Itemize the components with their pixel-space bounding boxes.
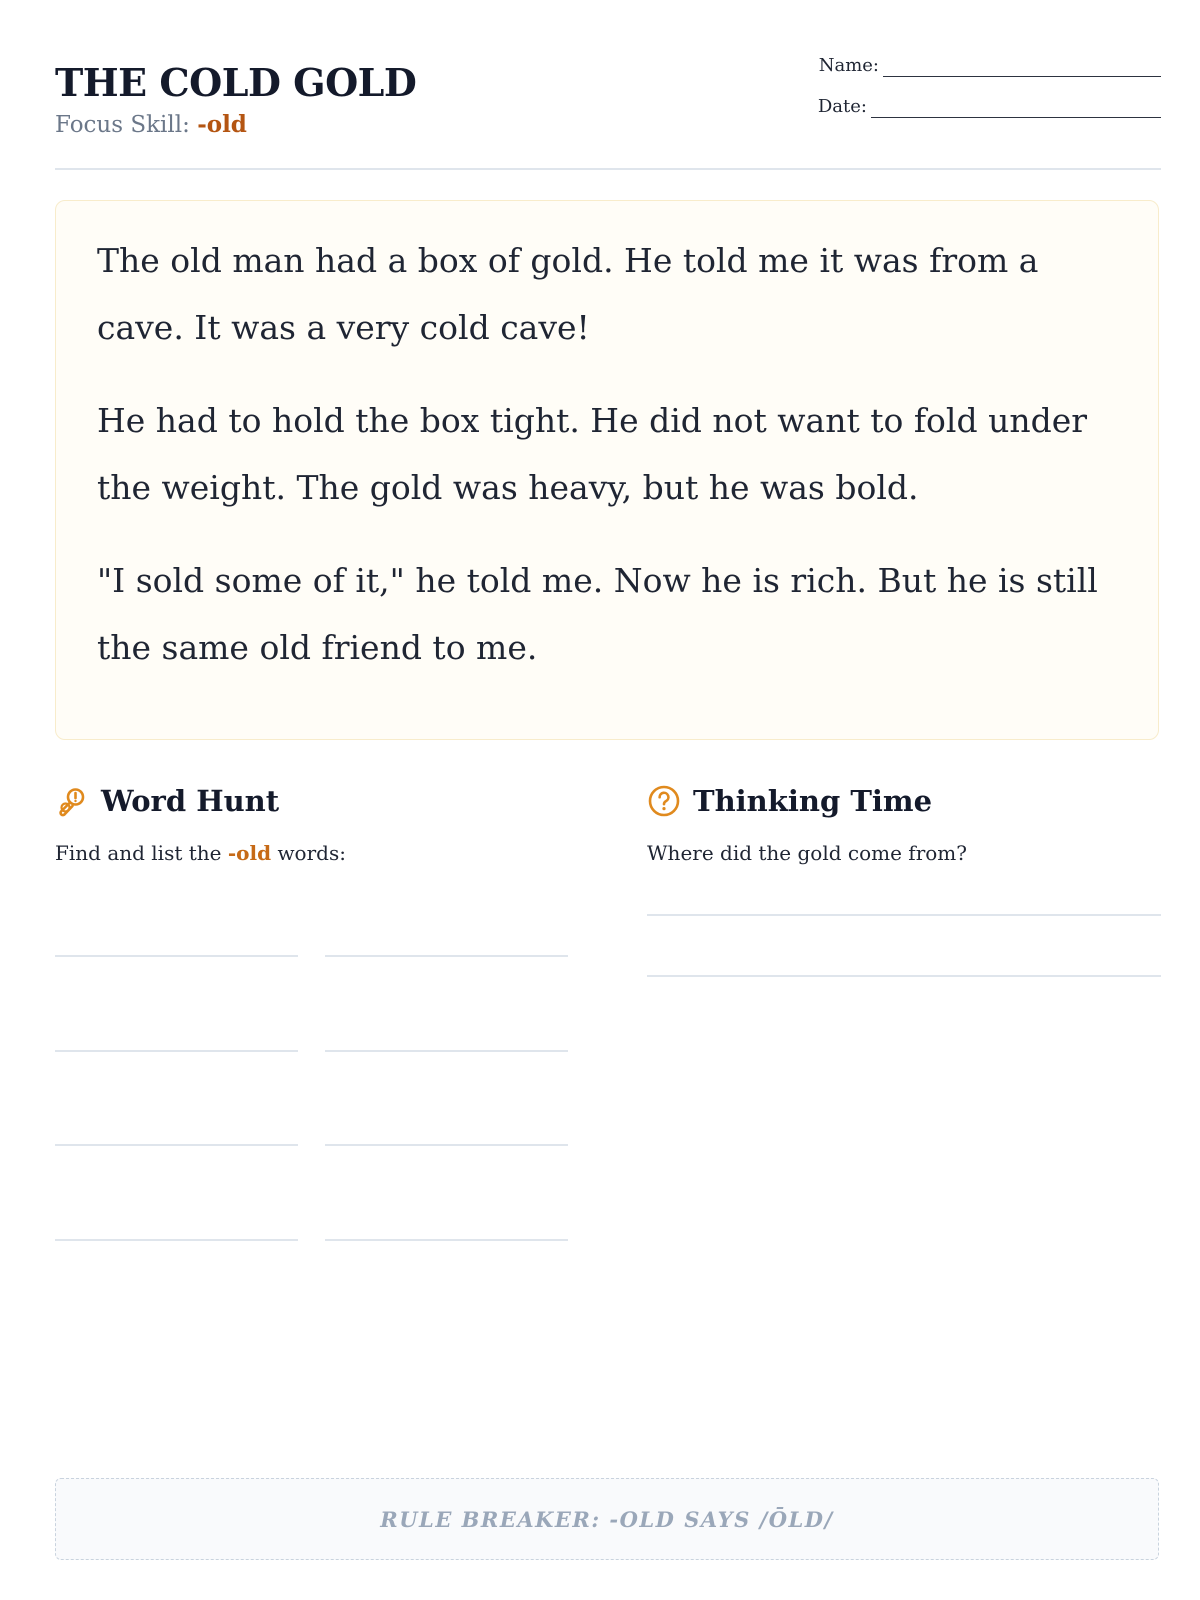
word-answer-line[interactable] xyxy=(325,1239,568,1241)
name-field[interactable] xyxy=(819,55,1161,77)
prompt-highlight: -old xyxy=(227,841,272,865)
reading-passage xyxy=(55,200,1159,740)
passage-paragraph: "I sold some of it," he told me. Now he is rich. But he is still the same old friend to me. xyxy=(97,561,1098,667)
rule-breaker-text: RULE BREAKER: -OLD SAYS /ŌLD/ xyxy=(380,1506,834,1532)
date-field[interactable] xyxy=(818,96,1161,118)
prompt-text-end: words: xyxy=(277,841,346,865)
prompt-text: Find and list the xyxy=(55,841,222,865)
word-answer-line[interactable] xyxy=(55,955,298,957)
word-answer-line[interactable] xyxy=(55,1239,298,1241)
thinking-time-header xyxy=(647,783,932,819)
thinking-answer-line[interactable] xyxy=(647,975,1161,977)
name-label: Name: xyxy=(818,55,879,76)
thinking-question: Where did the gold come from? xyxy=(647,841,967,865)
word-answer-line[interactable] xyxy=(55,1144,298,1146)
passage-paragraph: He had to hold the box tight. He did not want to fold under the weight. The gold was heavy, but he was bold. xyxy=(97,401,1087,507)
date-line[interactable] xyxy=(871,101,1161,118)
word-answer-line[interactable] xyxy=(55,1050,298,1052)
worksheet-page xyxy=(55,0,1161,1600)
focus-skill-label: Focus Skill: xyxy=(55,112,190,138)
magnifier-icon xyxy=(55,784,89,818)
passage-paragraph: The old man had a box of gold. He told me it was from a cave. It was a very cold cave! xyxy=(97,241,1039,347)
header-divider xyxy=(55,168,1161,170)
focus-skill-value: -old xyxy=(197,111,247,138)
word-answer-line[interactable] xyxy=(325,955,568,957)
word-answer-line[interactable] xyxy=(325,1050,568,1052)
word-hunt-title: Word Hunt xyxy=(101,784,280,818)
name-line[interactable] xyxy=(883,60,1161,77)
date-label: Date: xyxy=(817,96,867,117)
word-hunt-prompt xyxy=(55,840,346,866)
question-circle-icon xyxy=(647,784,681,818)
word-hunt-header xyxy=(55,783,279,819)
thinking-answer-line[interactable] xyxy=(647,914,1161,916)
rule-breaker-box xyxy=(55,1478,1159,1560)
worksheet-title: THE COLD GOLD xyxy=(55,60,417,105)
thinking-time-title: Thinking Time xyxy=(693,784,933,818)
word-answer-line[interactable] xyxy=(325,1144,568,1146)
focus-skill xyxy=(55,110,247,140)
